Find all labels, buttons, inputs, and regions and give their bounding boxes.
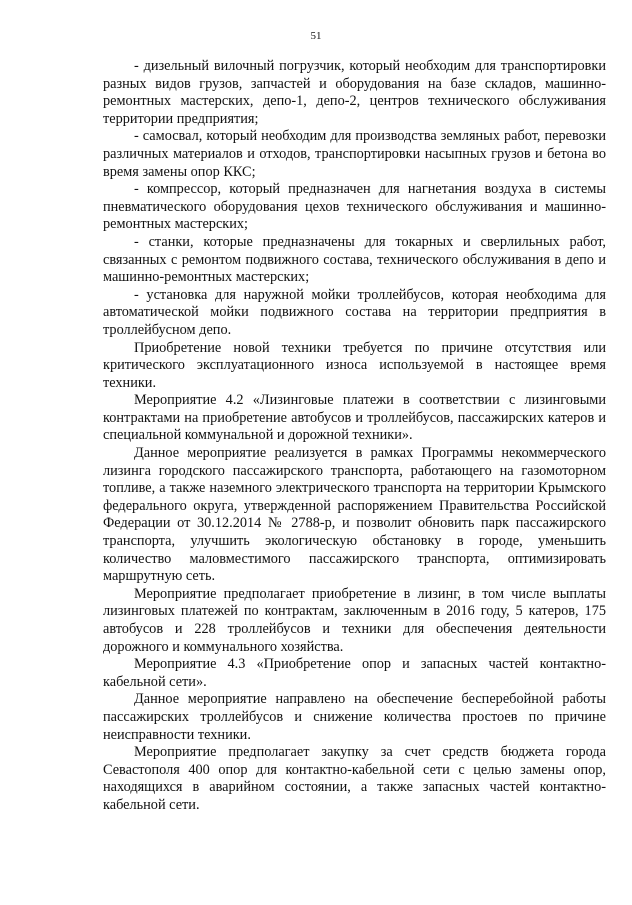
list-item-machine-tools: - станки, которые предназначены для токарных и сверлильных работ, связанных с ремонтом подвижного состава, технического обслуживания в депо и машинно-ремонтных мастерских; <box>103 233 606 286</box>
paragraph-measure-4-2-scope: Мероприятие предполагает приобретение в лизинг, в том числе выплаты лизинговых платежей по контрактам, заключенным в 2016 году, 5 катеров, 175 автобусов и 228 троллейбусов и техники для обеспечения деятельности дорожного и коммунального хозяйства. <box>103 585 606 655</box>
list-item-dump-truck: - самосвал, который необходим для производства земляных работ, перевозки различных материалов и отходов, транспортировки насыпных грузов и бетона во время замены опор ККС; <box>103 128 606 180</box>
paragraph-measure-4-3-title: Мероприятие 4.3 «Приобретение опор и запасных частей контактно-кабельной сети». <box>103 656 606 690</box>
list-item-washing-unit: - установка для наружной мойки троллейбусов, которая необходима для автоматической мойки подвижного состава на территории предприятия в троллейбусном депо. <box>103 286 606 338</box>
paragraph-measure-4-3-description: Данное мероприятие направлено на обеспечение бесперебойной работы пассажирских троллейбусов и снижение количества простоев по причине неисправности техники. <box>103 691 606 743</box>
paragraph-measure-4-3-scope: Мероприятие предполагает закупку за счет средств бюджета города Севастополя 400 опор для контактно-кабельной сети с целью замены опор, находящихся в аварийном состоянии, а также запасных частей контактно-кабельной сети. <box>103 744 606 813</box>
paragraph-equipment-need: Приобретение новой техники требуется по причине отсутствия или критического эксплуатационного износа используемой в настоящее время техники. <box>103 339 606 391</box>
paragraph-measure-4-2-description: Данное мероприятие реализуется в рамках Программы некоммерческого лизинга городского пассажирского транспорта, работающего на газомоторном топливе, а также наземного электрического транспорта на территории Крымского федерального округа, утвержденной распоряжением Правительства Российской Федерации от 30.12.2014 № 2788-р, и позволит обновить парк пассажирского транспорта, улучшить экологическую обстановку в городе, уменьшить количество маловместимого пассажирского транспорта, оптимизировать маршрутную сеть. <box>103 445 606 585</box>
paragraph-measure-4-2-title: Мероприятие 4.2 «Лизинговые платежи в соответствии с лизинговыми контрактами на приобретение автобусов и троллейбусов, пассажирских катеров и специальной коммунальной и дорожной техники». <box>103 392 606 444</box>
list-item-compressor: - компрессор, который предназначен для нагнетания воздуха в системы пневматического оборудования цехов технического обслуживания и машинно-ремонтных мастерских; <box>103 181 606 233</box>
page-number: 51 <box>310 30 322 42</box>
list-item-forklift: - дизельный вилочный погрузчик, который необходим для транспортировки разных видов грузов, запчастей и оборудования на базе складов, машинно-ремонтных мастерских, депо-1, депо-2, центров технического обслуживания территории предприятия; <box>103 58 606 127</box>
document-body <box>103 58 606 815</box>
